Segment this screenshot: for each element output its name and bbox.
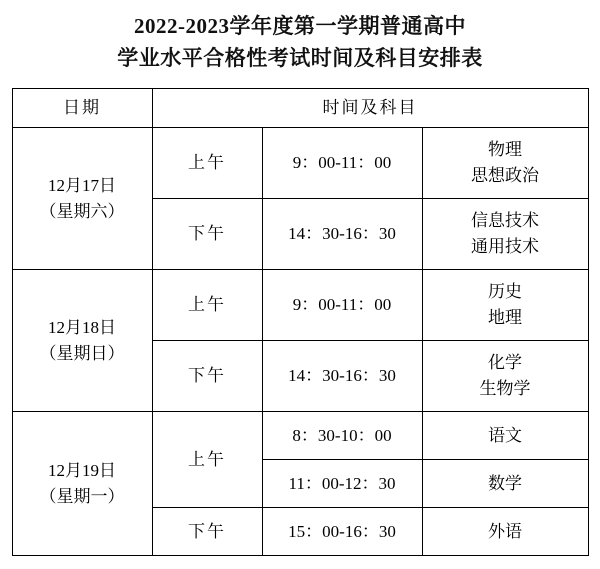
session-half-cell: 下午 [152,341,262,412]
header-time-subject: 时间及科目 [152,89,588,128]
table-row [12,270,588,341]
subject-item: 历史 [488,282,522,301]
session-half-cell: 下午 [152,508,262,556]
subject-item: 通用技术 [471,237,539,256]
subject-item: 物理 [488,140,522,159]
title-line-2: 学业水平合格性考试时间及科目安排表 [117,46,483,70]
session-half-cell: 下午 [152,199,262,270]
session-time-cell: 9：00-11：00 [262,270,422,341]
date-line-2: （星期一） [39,486,125,506]
subject-item: 数学 [488,473,522,493]
document-title [0,0,600,74]
session-time-cell: 9：00-11：00 [262,128,422,199]
table-row [12,412,588,460]
subject-item: 语文 [488,425,522,445]
session-subject-cell [422,270,588,341]
table-row [12,128,588,199]
session-subject-cell [422,199,588,270]
session-subject-cell [422,341,588,412]
session-subject-cell [422,128,588,199]
title-line-1: 2022-2023学年度第一学期普通高中 [134,14,466,38]
session-subject-cell [422,508,588,556]
table-header-row [12,89,588,128]
session-time-cell: 15：00-16：30 [262,508,422,556]
date-line-2: （星期六） [39,201,125,221]
session-half-cell: 上午 [152,128,262,199]
date-line-1: 12月17日 [48,175,116,195]
date-line-2: （星期日） [39,343,125,363]
subject-item: 生物学 [479,379,531,398]
header-date: 日期 [12,89,152,128]
exam-schedule-table [12,88,589,556]
session-time-cell: 14：30-16：30 [262,199,422,270]
subject-item: 思想政治 [471,166,539,185]
session-time-cell: 8：30-10：00 [262,412,422,460]
subject-item: 地理 [488,308,522,327]
subject-item: 化学 [488,353,522,372]
session-half-cell: 上午 [152,412,262,508]
session-subject-cell [422,460,588,508]
session-time-cell: 14：30-16：30 [262,341,422,412]
subject-item: 信息技术 [471,211,539,230]
subject-item: 外语 [488,521,522,541]
session-subject-cell [422,412,588,460]
session-half-cell: 上午 [152,270,262,341]
date-cell [12,128,152,270]
session-time-cell: 11：00-12：30 [262,460,422,508]
date-line-1: 12月18日 [48,317,116,337]
date-line-1: 12月19日 [48,460,116,480]
date-cell [12,412,152,556]
date-cell [12,270,152,412]
